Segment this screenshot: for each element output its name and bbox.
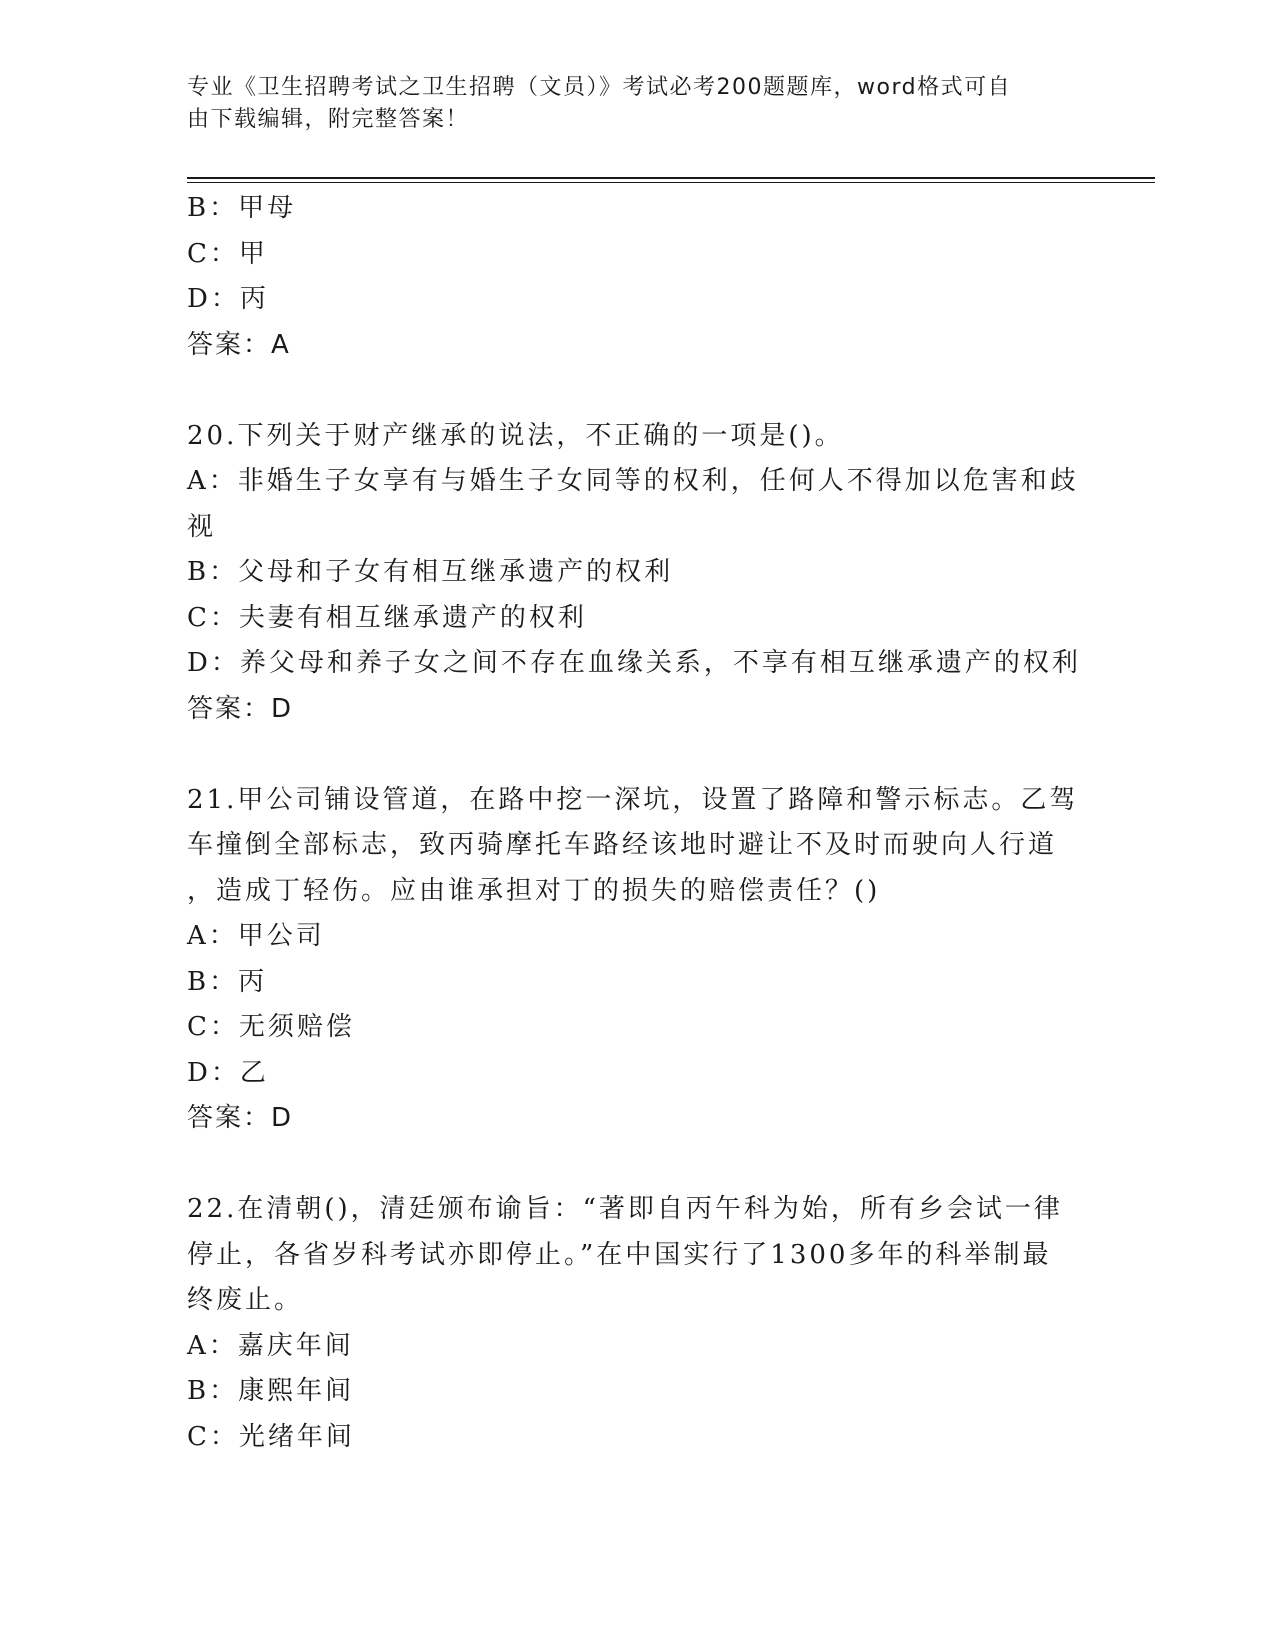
option-d: D：养父母和养子女之间不存在血缘关系，不享有相互继承遗产的权利 <box>187 648 1081 678</box>
header-line-1: 专业《卫生招聘考试之卫生招聘（文员）》考试必考200题题库，word格式可自 <box>187 75 1012 100</box>
option-c: C：夫妻有相互继承遗产的权利 <box>187 602 587 633</box>
option-c: C：无须赔偿 <box>187 1012 355 1042</box>
question-stem: 20.下列关于财产继承的说法，不正确的一项是()。 <box>187 420 844 451</box>
question-content <box>187 186 1082 1460</box>
option-a: A：非婚生子女享有与婚生子女同等的权利，任何人不得加以危害和歧 <box>187 466 1079 496</box>
option-a-continued: 视 <box>187 511 217 542</box>
option-b: B：父母和子女有相互继承遗产的权利 <box>187 557 674 587</box>
option-b: B：康熙年间 <box>187 1376 355 1406</box>
question-20 <box>187 414 1082 733</box>
header-divider-thin <box>187 182 1155 183</box>
header-divider-thick <box>187 177 1155 179</box>
question-spacer <box>187 1142 1082 1188</box>
question-spacer <box>187 368 1082 414</box>
question-stem-line-1: 21.甲公司铺设管道，在路中挖一深坑，设置了路障和警示标志。乙驾 <box>187 784 1079 815</box>
question-spacer <box>187 732 1082 778</box>
question-stem-line-3: 终废止。 <box>187 1285 304 1315</box>
question-22 <box>187 1187 1082 1460</box>
option-a: A：嘉庆年间 <box>187 1330 354 1361</box>
option-c: C：甲 <box>187 238 268 269</box>
header-line-2: 由下载编辑，附完整答案！ <box>187 107 470 132</box>
option-d: D：丙 <box>187 284 269 314</box>
question-21 <box>187 778 1082 1142</box>
option-d: D：乙 <box>187 1057 269 1088</box>
option-a: A：甲公司 <box>187 921 325 951</box>
question-19-tail <box>187 186 1082 368</box>
document-header <box>187 72 1067 136</box>
question-stem-line-2: 车撞倒全部标志，致丙骑摩托车路经该地时避让不及时而驶向人行道 <box>187 830 1058 860</box>
option-b: B：丙 <box>187 966 268 997</box>
question-stem-line-1: 22.在清朝()，清廷颁布谕旨：“著即自丙午科为始，所有乡会试一律 <box>187 1194 1063 1224</box>
question-stem-line-3: ，造成丁轻伤。应由谁承担对丁的损失的赔偿责任？() <box>187 875 881 906</box>
option-b: B：甲母 <box>187 193 297 223</box>
option-c: C：光绪年间 <box>187 1421 355 1452</box>
answer-line: 答案：A <box>187 329 291 360</box>
answer-line: 答案：D <box>187 693 294 724</box>
question-stem-line-2: 停止，各省岁科考试亦即停止。”在中国实行了1300多年的科举制最 <box>187 1239 1052 1270</box>
answer-line: 答案：D <box>187 1103 294 1133</box>
